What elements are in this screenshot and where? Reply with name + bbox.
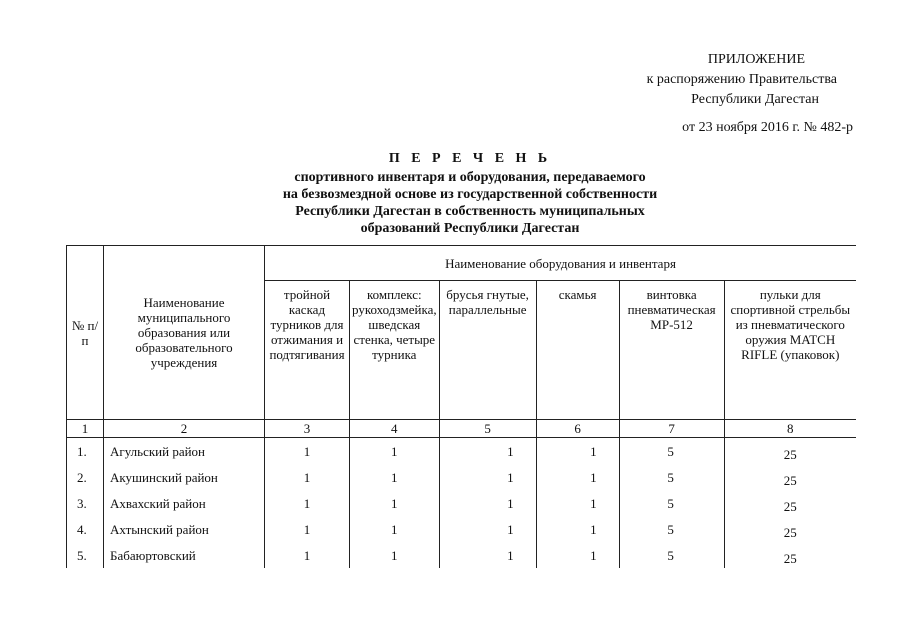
appendix-block — [647, 50, 853, 138]
cell-bars: 1 — [439, 464, 536, 490]
cell-complex: 1 — [350, 516, 440, 542]
header-col-pellets: пульки для спортивной стрельбы из пневматического оружия MATCH RIFLE (упаковок) — [724, 281, 856, 420]
row-municipality: Ахтынский район — [104, 516, 265, 542]
cell-turnstile: 1 — [265, 438, 350, 465]
cell-pellets: 25 — [724, 516, 856, 542]
header-col-bars: брусья гнутые, параллельные — [439, 281, 536, 420]
row-number: 2. — [67, 464, 104, 490]
col-number-5: 5 — [439, 420, 536, 438]
cell-complex: 1 — [350, 438, 440, 465]
cell-rifle: 5 — [619, 542, 724, 568]
cell-complex: 1 — [350, 464, 440, 490]
title-line-1: спортивного инвентаря и оборудования, передаваемого — [294, 170, 646, 185]
header-municipality: Наименование муниципального образования или образовательного учреждения — [104, 246, 265, 420]
cell-turnstile: 1 — [265, 464, 350, 490]
row-municipality: Ахвахский район — [104, 490, 265, 516]
header-col-turnstile: тройной каскад турников для отжимания и подтягивания — [265, 281, 350, 420]
cell-complex: 1 — [350, 542, 440, 568]
title-main: П Е Р Е Ч Е Н Ь — [388, 151, 552, 166]
table-row — [67, 516, 857, 542]
row-municipality: Акушинский район — [104, 464, 265, 490]
cell-bars: 1 — [439, 516, 536, 542]
row-number: 1. — [67, 438, 104, 465]
cell-pellets: 25 — [724, 438, 856, 465]
row-number: 5. — [67, 542, 104, 568]
cell-bars: 1 — [439, 542, 536, 568]
title-line-3: Республики Дагестан в собственность муниципальных — [295, 204, 645, 219]
col-number-3: 3 — [265, 420, 350, 438]
table-row — [67, 464, 857, 490]
cell-bars: 1 — [439, 438, 536, 465]
cell-bench: 1 — [536, 464, 619, 490]
document-title — [160, 150, 780, 237]
row-number: 4. — [67, 516, 104, 542]
row-municipality: Бабаюртовский — [104, 542, 265, 568]
appendix-date: от 23 ноября 2016 г. № 482-р — [682, 120, 853, 135]
appendix-order-ref: к распоряжению Правительства — [646, 72, 837, 87]
cell-pellets: 25 — [724, 464, 856, 490]
appendix-heading: ПРИЛОЖЕНИЕ — [707, 52, 805, 67]
col-number-7: 7 — [619, 420, 724, 438]
header-col-bench: скамья — [536, 281, 619, 420]
cell-pellets: 25 — [724, 542, 856, 568]
cell-bench: 1 — [536, 438, 619, 465]
header-col-complex: комплекс: рукоходзмейка, шведская стенка, четыре турника — [350, 281, 440, 420]
cell-pellets: 25 — [724, 490, 856, 516]
table-row — [67, 490, 857, 516]
cell-rifle: 5 — [619, 516, 724, 542]
equipment-table — [66, 245, 856, 568]
cell-rifle: 5 — [619, 464, 724, 490]
cell-bench: 1 — [536, 542, 619, 568]
col-number-2: 2 — [104, 420, 265, 438]
table-row — [67, 438, 857, 465]
cell-turnstile: 1 — [265, 490, 350, 516]
cell-complex: 1 — [350, 490, 440, 516]
title-line-2: на безвозмездной основе из государственной собственности — [282, 187, 658, 202]
cell-rifle: 5 — [619, 490, 724, 516]
cell-rifle: 5 — [619, 438, 724, 465]
cell-bars: 1 — [439, 490, 536, 516]
table-row — [67, 542, 857, 568]
header-equipment-group: Наименование оборудования и инвентаря — [265, 246, 857, 281]
cell-bench: 1 — [536, 490, 619, 516]
title-line-4: образований Республики Дагестан — [360, 221, 580, 236]
col-number-8: 8 — [724, 420, 856, 438]
col-number-4: 4 — [350, 420, 440, 438]
cell-turnstile: 1 — [265, 516, 350, 542]
cell-bench: 1 — [536, 516, 619, 542]
header-number: № п/п — [67, 246, 104, 420]
row-municipality: Агульский район — [104, 438, 265, 465]
header-col-rifle: винтовка пневматическая МР-512 — [619, 281, 724, 420]
cell-turnstile: 1 — [265, 542, 350, 568]
col-number-6: 6 — [536, 420, 619, 438]
col-number-1: 1 — [67, 420, 104, 438]
appendix-republic: Республики Дагестан — [691, 92, 819, 107]
row-number: 3. — [67, 490, 104, 516]
